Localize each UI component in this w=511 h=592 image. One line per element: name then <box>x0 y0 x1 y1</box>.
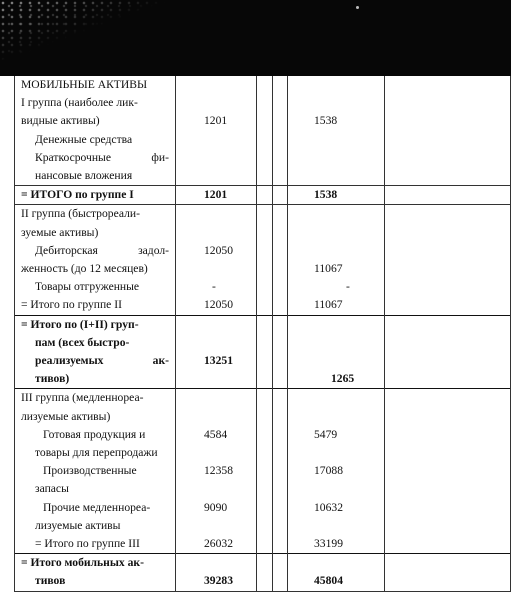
value-col-2 <box>288 224 385 242</box>
value-col-2 <box>288 352 385 370</box>
row-label: видные активы) <box>15 112 176 130</box>
row-label <box>15 352 176 370</box>
table-row <box>15 149 511 167</box>
table-row <box>15 242 511 260</box>
row-label: тивов) <box>15 370 176 389</box>
value-col-1: 1201 <box>176 112 257 130</box>
row-label: лизуемые активы) <box>15 408 176 426</box>
value-col-1 <box>176 260 257 278</box>
value-col-1: - <box>176 278 257 296</box>
row-label: лизуемые активы <box>15 517 176 535</box>
value-col-2 <box>288 517 385 535</box>
table-row <box>15 517 511 535</box>
table-row <box>15 224 511 242</box>
value-col-2 <box>288 444 385 462</box>
table-row <box>15 499 511 517</box>
value-col-2 <box>288 242 385 260</box>
row-label-part: фи- <box>151 150 169 164</box>
value-col-1: 4584 <box>176 426 257 444</box>
value-col-1 <box>176 205 257 224</box>
value-col-2: 10632 <box>288 499 385 517</box>
value-col-2: 33199 <box>288 535 385 554</box>
value-col-2: - <box>288 278 385 296</box>
row-label: Готовая продукция и <box>15 426 176 444</box>
value-col-1 <box>176 517 257 535</box>
row-label: = Итого по группе II <box>15 296 176 315</box>
row-label: нансовые вложения <box>15 167 176 186</box>
row-label: Производственные <box>15 462 176 480</box>
table-row-total <box>15 554 511 573</box>
table-row-total <box>15 334 511 352</box>
table-row-total <box>15 352 511 370</box>
value-col-2 <box>288 94 385 112</box>
scan-noise <box>0 0 511 76</box>
table-row <box>15 462 511 480</box>
value-col-2: 11067 <box>288 260 385 278</box>
row-label-part: ак- <box>152 354 169 368</box>
value-col-1 <box>176 370 257 389</box>
table-row-total <box>15 370 511 389</box>
value-col-1 <box>176 554 257 573</box>
value-col-2 <box>288 315 385 334</box>
row-label: Товары отгруженные <box>15 278 176 296</box>
row-label: Прочие медленнореа- <box>15 499 176 517</box>
value-col-1: 1201 <box>176 186 257 205</box>
value-col-2 <box>288 167 385 186</box>
value-col-1: 13251 <box>176 352 257 370</box>
row-label: МОБИЛЬНЫЕ АКТИВЫ <box>15 76 176 94</box>
row-label: = Итого по группе III <box>15 535 176 554</box>
row-label-part: реализуемых <box>35 354 104 368</box>
value-col-1 <box>176 131 257 149</box>
row-label: I группа (наиболее лик- <box>15 94 176 112</box>
value-col-1 <box>176 334 257 352</box>
value-col-2: 5479 <box>288 426 385 444</box>
value-col-2: 45804 <box>288 572 385 591</box>
value-col-1 <box>176 315 257 334</box>
row-label: товары для перепродажи <box>15 444 176 462</box>
table-row <box>15 296 511 315</box>
value-col-2 <box>288 149 385 167</box>
value-col-1 <box>176 408 257 426</box>
table-row <box>15 426 511 444</box>
table-row <box>15 94 511 112</box>
value-col-1 <box>176 167 257 186</box>
table-row <box>15 260 511 278</box>
table-row <box>15 112 511 130</box>
value-col-1 <box>176 94 257 112</box>
row-label: запасы <box>15 480 176 498</box>
value-col-1: 12358 <box>176 462 257 480</box>
table-row <box>15 535 511 554</box>
value-col-1 <box>176 389 257 408</box>
value-col-2 <box>288 334 385 352</box>
row-label: женность (до 12 месяцев) <box>15 260 176 278</box>
row-label: = ИТОГО по группе I <box>15 186 176 205</box>
row-label: зуемые активы) <box>15 224 176 242</box>
value-col-1 <box>176 480 257 498</box>
value-col-1 <box>176 76 257 94</box>
value-col-1 <box>176 149 257 167</box>
table-row <box>15 278 511 296</box>
balance-table-container <box>14 76 510 592</box>
value-col-1 <box>176 444 257 462</box>
value-col-2 <box>288 389 385 408</box>
value-col-2: 1538 <box>288 112 385 130</box>
value-col-1: 39283 <box>176 572 257 591</box>
table-row <box>15 131 511 149</box>
table-row-total <box>15 186 511 205</box>
row-label-part: Краткосрочные <box>35 150 111 164</box>
table-row <box>15 167 511 186</box>
table-row <box>15 389 511 408</box>
value-col-2 <box>288 131 385 149</box>
row-label: II группа (быстрореали- <box>15 205 176 224</box>
value-col-1: 26032 <box>176 535 257 554</box>
value-col-2: 1538 <box>288 186 385 205</box>
value-col-2: 11067 <box>288 296 385 315</box>
row-label: III группа (медленнореа- <box>15 389 176 408</box>
table-row <box>15 480 511 498</box>
value-col-2 <box>288 76 385 94</box>
table-row <box>15 76 511 94</box>
value-col-2 <box>288 554 385 573</box>
scan-dust-dot <box>356 6 359 9</box>
row-label: тивов <box>15 572 176 591</box>
row-label-part: задол- <box>138 243 169 257</box>
value-col-1: 12050 <box>176 296 257 315</box>
table-row <box>15 205 511 224</box>
scan-dark-header <box>0 0 511 76</box>
value-col-2 <box>288 408 385 426</box>
row-label <box>15 149 176 167</box>
value-col-2: 1265 <box>288 370 385 389</box>
row-label: = Итого по (I+II) груп- <box>15 315 176 334</box>
table-row <box>15 444 511 462</box>
row-label <box>15 242 176 260</box>
value-col-1: 12050 <box>176 242 257 260</box>
table-row-total <box>15 572 511 591</box>
table-row-total <box>15 315 511 334</box>
mobile-assets-table <box>14 76 511 592</box>
value-col-2: 17088 <box>288 462 385 480</box>
table-row <box>15 408 511 426</box>
value-col-1 <box>176 224 257 242</box>
row-label-part: Дебиторская <box>35 243 98 257</box>
value-col-2 <box>288 205 385 224</box>
value-col-1: 9090 <box>176 499 257 517</box>
value-col-2 <box>288 480 385 498</box>
row-label: = Итого мобильных ак- <box>15 554 176 573</box>
row-label: Денежные средства <box>15 131 176 149</box>
row-label: пам (всех быстро- <box>15 334 176 352</box>
